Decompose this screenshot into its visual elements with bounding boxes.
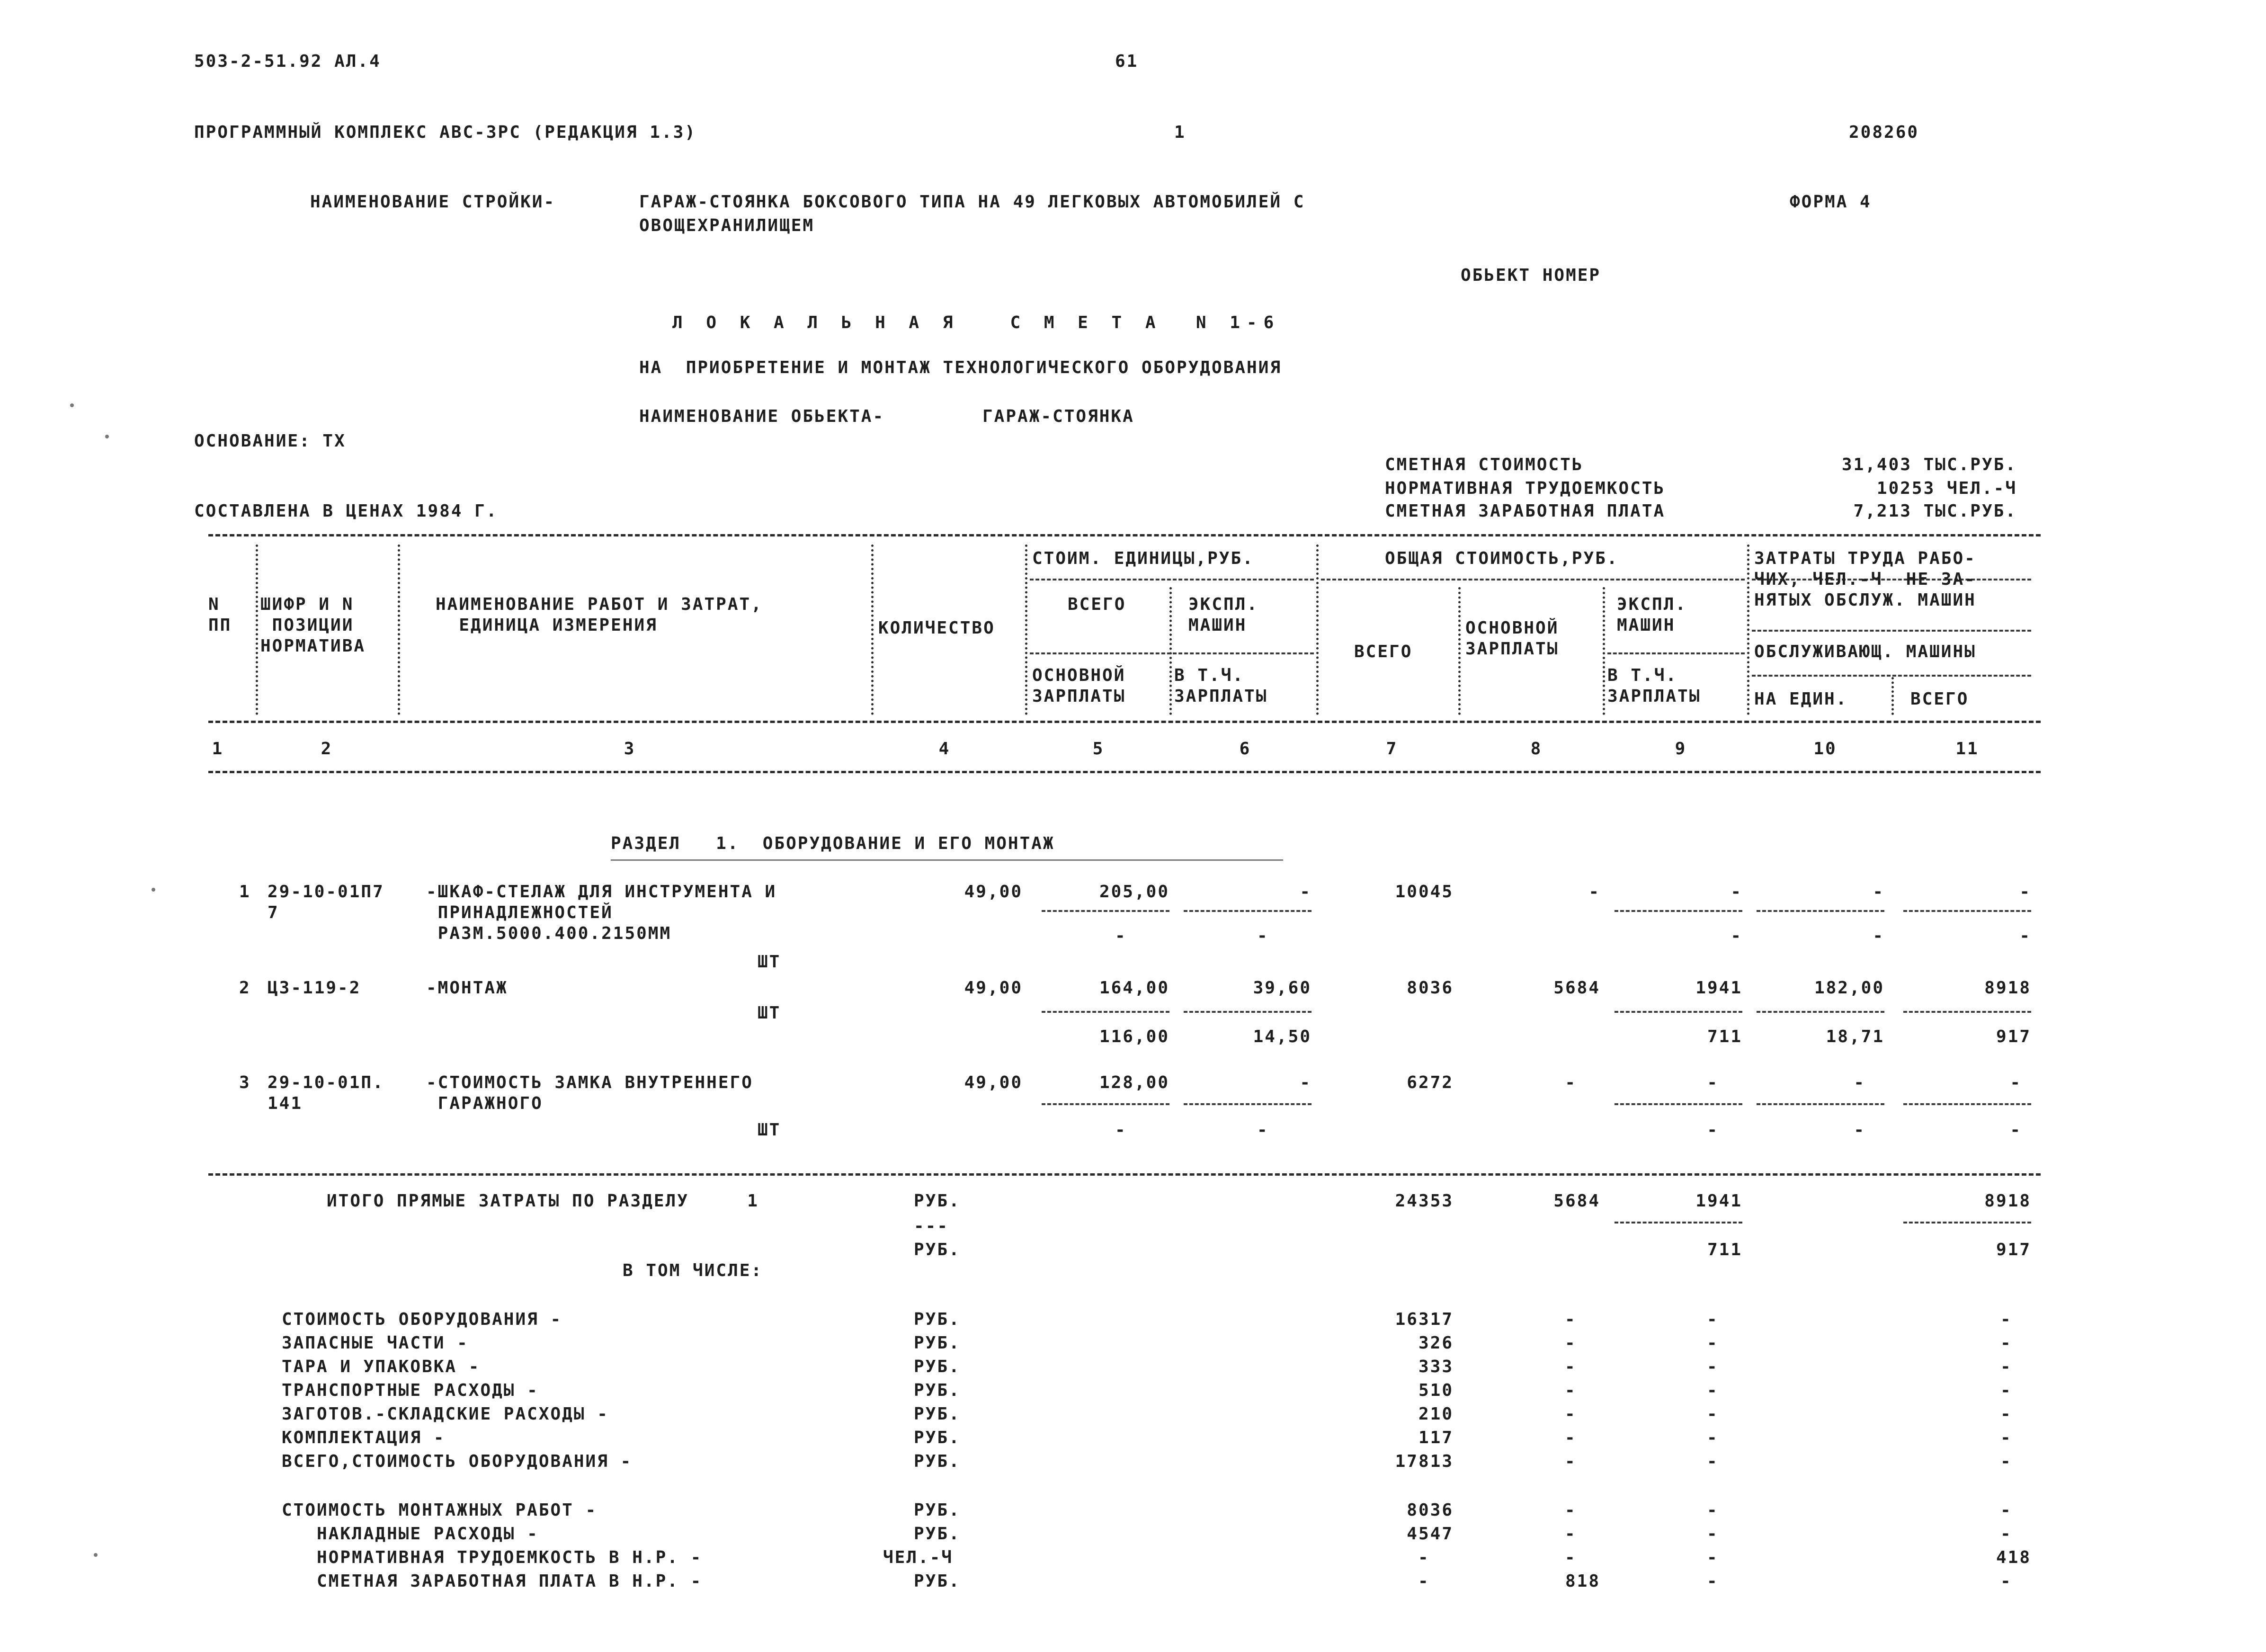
installation-total: 8036: [1407, 1500, 1454, 1520]
row-labor-unit-b: -: [1873, 926, 1884, 946]
header-sub-rule: [1752, 630, 2031, 632]
object-name: ГАРАЖ-СТОЯНКА: [982, 407, 1134, 426]
column-separator: [871, 545, 874, 715]
row-code: 29-10-01П. 141: [268, 1073, 384, 1113]
installation-wage: -: [1565, 1548, 1577, 1567]
cell-divider: [1903, 1011, 2031, 1013]
row-name: -СТОИМОСТЬ ЗАМКА ВНУТРЕННЕГО ГАРАЖНОГО: [426, 1073, 753, 1113]
row-number: 2: [239, 978, 251, 998]
construction-label: НАИМЕНОВАНИЕ СТРОЙКИ-: [310, 192, 556, 212]
column-separator: [1747, 545, 1749, 715]
column-number: 5: [1092, 739, 1105, 759]
breakdown-label: ТРАНСПОРТНЫЕ РАСХОДЫ -: [282, 1381, 539, 1400]
header-sub-rule: [1030, 579, 1314, 580]
scan-speck: [105, 435, 109, 438]
row-total-machine-wage: 711: [1707, 1027, 1742, 1046]
cell-divider: [1903, 1103, 2031, 1105]
column-numbers-bottom-rule: [208, 771, 2041, 773]
totals-unit: РУБ.: [914, 1240, 961, 1259]
summary-value-wage: 7,213 ТЫС.РУБ.: [1853, 501, 2017, 521]
breakdown-unit: РУБ.: [914, 1452, 961, 1471]
row-quantity: 49,00: [964, 978, 1023, 998]
row-unit-total: 164,00: [1099, 978, 1169, 998]
header-col-total-machine-wage: В Т.Ч. ЗАРПЛАТЫ: [1607, 666, 1701, 706]
breakdown-label: КОМПЛЕКТАЦИЯ -: [282, 1428, 446, 1447]
totals-unit: РУБ.: [914, 1191, 961, 1211]
header-sub-rule: [1752, 675, 2031, 677]
installation-unit: РУБ.: [914, 1572, 961, 1591]
header-col-name: НАИМЕНОВАНИЕ РАБОТ И ЗАТРАТ, ЕДИНИЦА ИЗМЕРЕНИЯ: [436, 595, 763, 635]
column-number: 6: [1239, 739, 1251, 759]
column-separator: [1458, 587, 1461, 715]
cell-divider: [1184, 1011, 1311, 1013]
column-separator: [1169, 587, 1172, 715]
installation-total: -: [1418, 1548, 1430, 1567]
header-col-quantity: КОЛИЧЕСТВО: [878, 618, 995, 638]
column-number: 11: [1955, 739, 1979, 759]
installation-machines: -: [1707, 1572, 1719, 1591]
header-sub-rule: [1030, 652, 1314, 654]
row-unit-wage: -: [1115, 926, 1127, 946]
column-number: 4: [938, 739, 951, 759]
totals-machines: 1941: [1695, 1191, 1742, 1211]
row-name: -ШКАФ-СТЕЛАЖ ДЛЯ ИНСТРУМЕНТА И ПРИНАДЛЕЖНОСТЕЙ РАЗМ.5000.400.2150ММ: [426, 882, 777, 943]
breakdown-total: 333: [1418, 1357, 1454, 1376]
installation-labor: -: [2000, 1524, 2012, 1544]
breakdown-machines: -: [1707, 1333, 1719, 1353]
column-number: 2: [321, 739, 333, 759]
breakdown-total: 17813: [1395, 1452, 1454, 1471]
breakdown-labor: -: [2000, 1357, 2012, 1376]
sheet-number: 1: [1174, 123, 1186, 142]
row-unit-machines: 39,60: [1253, 978, 1311, 998]
header-labor-subgroup: ОБСЛУЖИВАЮЩ. МАШИНЫ: [1754, 642, 1976, 661]
row-number: 3: [239, 1073, 251, 1092]
page-number: 61: [1115, 52, 1139, 71]
installation-machines: -: [1707, 1500, 1719, 1520]
row-unit-machine-wage: -: [1257, 1120, 1269, 1140]
document-code: 503-2-51.92 АЛ.4: [194, 52, 381, 71]
row-labor-total: -: [2019, 882, 2031, 902]
breakdown-labor: -: [2000, 1310, 2012, 1329]
row-name: -МОНТАЖ: [426, 978, 508, 998]
row-unit: ШТ: [758, 952, 781, 972]
installation-labor: -: [2000, 1500, 2012, 1520]
row-total-machines: -: [1707, 1073, 1719, 1092]
column-separator: [1316, 545, 1319, 715]
row-labor-unit: 182,00: [1814, 978, 1884, 998]
cell-divider: [1757, 1011, 1884, 1013]
summary-label-wage: СМЕТНАЯ ЗАРАБОТНАЯ ПЛАТА: [1385, 501, 1666, 521]
breakdown-label: ЗАПАСНЫЕ ЧАСТИ -: [282, 1333, 469, 1353]
including-label: В ТОМ ЧИСЛЕ:: [623, 1261, 763, 1280]
column-number: 3: [624, 739, 636, 759]
totals-total: 24353: [1395, 1191, 1454, 1211]
row-labor-total: -: [2010, 1073, 2022, 1092]
column-separator: [1603, 587, 1605, 715]
row-unit-machines: -: [1300, 1073, 1311, 1092]
header-col-number: N ПП: [208, 595, 232, 635]
header-col-labor-total: ВСЕГО: [1910, 689, 1969, 709]
breakdown-machines: -: [1707, 1452, 1719, 1471]
row-quantity: 49,00: [964, 882, 1023, 902]
estimate-title: Л О К А Л Ь Н А Я С М Е Т А N 1-6: [672, 313, 1281, 332]
construction-name-line2: ОВОЩЕХРАНИЛИЩЕМ: [639, 216, 815, 235]
row-unit: ШТ: [758, 1003, 781, 1023]
column-number: 9: [1675, 739, 1687, 759]
breakdown-unit: РУБ.: [914, 1428, 961, 1447]
row-total-machines: 1941: [1695, 978, 1742, 998]
breakdown-wage: -: [1565, 1310, 1577, 1329]
column-number: 10: [1813, 739, 1837, 759]
breakdown-unit: РУБ.: [914, 1310, 961, 1329]
breakdown-unit: РУБ.: [914, 1404, 961, 1424]
row-total: 8036: [1407, 978, 1454, 998]
summary-label-labor: НОРМАТИВНАЯ ТРУДОЕМКОСТЬ: [1385, 479, 1666, 498]
cell-divider: [1042, 1011, 1169, 1013]
row-code: 29-10-01П7 7: [268, 882, 384, 922]
row-total: 10045: [1395, 882, 1454, 902]
installation-unit: ЧЕЛ.-Ч: [883, 1548, 954, 1567]
header-unit-cost-group: СТОИМ. ЕДИНИЦЫ,РУБ.: [1032, 549, 1254, 568]
installation-total: -: [1418, 1572, 1430, 1591]
header-col-labor-unit: НА ЕДИН.: [1754, 689, 1848, 709]
row-unit-wage: -: [1115, 1120, 1127, 1140]
row-total-machines: -: [1731, 882, 1742, 902]
construction-name-line1: ГАРАЖ-СТОЯНКА БОКСОВОГО ТИПА НА 49 ЛЕГКОВЫХ АВТОМОБИЛЕЙ С: [639, 192, 1305, 212]
column-number: 7: [1386, 739, 1398, 759]
cell-divider: [1184, 910, 1311, 912]
breakdown-wage: -: [1565, 1333, 1577, 1353]
header-total-cost-group: ОБЩАЯ СТОИМОСТЬ,РУБ.: [1385, 549, 1619, 568]
row-labor-total: 8918: [1984, 978, 2031, 998]
row-total-machine-wage: -: [1707, 1120, 1719, 1140]
totals-labor: 8918: [1984, 1191, 2031, 1211]
breakdown-labor: -: [2000, 1404, 2012, 1424]
scan-speck: [94, 1553, 98, 1557]
breakdown-labor: -: [2000, 1428, 2012, 1447]
breakdown-machines: -: [1707, 1404, 1719, 1424]
row-total-wage: -: [1565, 1073, 1577, 1092]
breakdown-unit: РУБ.: [914, 1333, 961, 1353]
breakdown-total: 510: [1418, 1381, 1454, 1400]
form-label: ФОРМА 4: [1790, 192, 1872, 212]
installation-wage: -: [1565, 1500, 1577, 1520]
installation-wage: 818: [1565, 1572, 1600, 1591]
breakdown-wage: -: [1565, 1381, 1577, 1400]
breakdown-total: 326: [1418, 1333, 1454, 1353]
cell-divider: [1615, 910, 1742, 912]
row-labor-total-b: -: [2019, 926, 2031, 946]
installation-label: НОРМАТИВНАЯ ТРУДОЕМКОСТЬ В Н.Р. -: [282, 1548, 703, 1567]
section-title: РАЗДЕЛ 1. ОБОРУДОВАНИЕ И ЕГО МОНТАЖ: [611, 834, 1055, 853]
totals-label: ИТОГО ПРЯМЫЕ ЗАТРАТЫ ПО РАЗДЕЛУ 1: [327, 1191, 759, 1211]
totals-labor-b: 917: [1996, 1240, 2031, 1259]
summary-value-labor: 10253 ЧЕЛ.-Ч: [1876, 479, 2017, 498]
row-labor-unit: -: [1854, 1073, 1865, 1092]
breakdown-label: СТОИМОСТЬ ОБОРУДОВАНИЯ -: [282, 1310, 562, 1329]
installation-machines: -: [1707, 1548, 1719, 1567]
breakdown-labor: -: [2000, 1381, 2012, 1400]
object-name-label: НАИМЕНОВАНИЕ ОБЬЕКТА-: [639, 407, 885, 426]
cell-divider: [1184, 1103, 1311, 1105]
header-col-unit-machine-wage: В Т.Ч. ЗАРПЛАТЫ: [1174, 666, 1268, 706]
totals-rule: [208, 1173, 2041, 1176]
row-unit-machines: -: [1300, 882, 1311, 902]
breakdown-label: ВСЕГО,СТОИМОСТЬ ОБОРУДОВАНИЯ -: [282, 1452, 633, 1471]
installation-unit: РУБ.: [914, 1500, 961, 1520]
installation-label: НАКЛАДНЫЕ РАСХОДЫ -: [282, 1524, 539, 1544]
column-separator: [398, 545, 400, 715]
breakdown-label: ТАРА И УПАКОВКА -: [282, 1357, 481, 1376]
cell-divider: [1615, 1222, 1742, 1223]
breakdown-label: ЗАГОТОВ.-СКЛАДСКИЕ РАСХОДЫ -: [282, 1404, 609, 1424]
estimate-subject: НА ПРИОБРЕТЕНИЕ И МОНТАЖ ТЕХНОЛОГИЧЕСКОГО ОБОРУДОВАНИЯ: [639, 358, 1282, 377]
column-separator: [256, 545, 258, 715]
installation-labor: -: [2000, 1572, 2012, 1591]
row-labor-unit: -: [1873, 882, 1884, 902]
cell-divider: [1042, 910, 1169, 912]
installation-label: СМЕТНАЯ ЗАРАБОТНАЯ ПЛАТА В Н.Р. -: [282, 1572, 703, 1591]
section-title-underline: [611, 859, 1283, 861]
breakdown-labor: -: [2000, 1452, 2012, 1471]
breakdown-total: 117: [1418, 1428, 1454, 1447]
cell-divider: [1903, 1222, 2031, 1223]
breakdown-wage: -: [1565, 1428, 1577, 1447]
row-unit: ШТ: [758, 1120, 781, 1140]
header-sub-rule: [1321, 579, 1745, 580]
document-number: 208260: [1849, 123, 1919, 142]
row-number: 1: [239, 882, 251, 902]
column-separator: [1025, 545, 1027, 715]
breakdown-machines: -: [1707, 1310, 1719, 1329]
breakdown-machines: -: [1707, 1428, 1719, 1447]
column-number: 8: [1530, 739, 1543, 759]
installation-unit: РУБ.: [914, 1524, 961, 1544]
header-col-total-wage: ОСНОВНОЙ ЗАРПЛАТЫ: [1465, 618, 1559, 659]
row-total-wage: -: [1588, 882, 1600, 902]
totals-machine-wage: 711: [1707, 1240, 1742, 1259]
header-labor-group: ЗАТРАТЫ ТРУДА РАБО- ЧИХ, ЧЕЛ.-Ч НЕ ЗА- НЯТЫХ ОБСЛУЖ. МАШИН: [1754, 549, 1976, 610]
row-unit-wage: 116,00: [1099, 1027, 1169, 1046]
totals-unit-separator: ---: [914, 1216, 949, 1236]
breakdown-wage: -: [1565, 1404, 1577, 1424]
breakdown-wage: -: [1565, 1452, 1577, 1471]
header-col-total-machines: ЭКСПЛ. МАШИН: [1617, 595, 1687, 635]
row-total-wage: 5684: [1553, 978, 1600, 998]
cell-divider: [1042, 1103, 1169, 1105]
table-top-rule: [208, 534, 2041, 536]
cell-divider: [1903, 910, 2031, 912]
column-number: 1: [212, 739, 224, 759]
header-col-code: ШИФР И N ПОЗИЦИИ НОРМАТИВА: [260, 595, 366, 656]
breakdown-unit: РУБ.: [914, 1381, 961, 1400]
summary-label-cost: СМЕТНАЯ СТОИМОСТЬ: [1385, 455, 1584, 474]
totals-wage: 5684: [1553, 1191, 1600, 1211]
cell-divider: [1615, 1103, 1742, 1105]
scan-speck: [70, 403, 74, 407]
row-unit-machine-wage: -: [1257, 926, 1269, 946]
cell-divider: [1757, 1103, 1884, 1105]
row-labor-total-b: -: [2010, 1120, 2022, 1140]
installation-label: СТОИМОСТЬ МОНТАЖНЫХ РАБОТ -: [282, 1500, 598, 1520]
breakdown-unit: РУБ.: [914, 1357, 961, 1376]
row-labor-total-b: 917: [1996, 1027, 2031, 1046]
breakdown-wage: -: [1565, 1357, 1577, 1376]
object-number-label: ОБЬЕКТ НОМЕР: [1461, 266, 1601, 285]
row-unit-total: 205,00: [1099, 882, 1169, 902]
row-total: 6272: [1407, 1073, 1454, 1092]
breakdown-machines: -: [1707, 1381, 1719, 1400]
column-numbers-top-rule: [208, 721, 2041, 723]
installation-total: 4547: [1407, 1524, 1454, 1544]
installation-wage: -: [1565, 1524, 1577, 1544]
breakdown-machines: -: [1707, 1357, 1719, 1376]
breakdown-total: 16317: [1395, 1310, 1454, 1329]
row-unit-machine-wage: 14,50: [1253, 1027, 1311, 1046]
cell-divider: [1757, 910, 1884, 912]
installation-machines: -: [1707, 1524, 1719, 1544]
column-separator: [1891, 677, 1894, 715]
summary-value-cost: 31,403 ТЫС.РУБ.: [1841, 455, 2017, 474]
header-col-unit-total: ВСЕГО: [1068, 595, 1126, 614]
row-labor-unit-b: 18,71: [1826, 1027, 1884, 1046]
basis: ОСНОВАНИЕ: ТХ: [194, 431, 346, 451]
row-labor-unit-b: -: [1854, 1120, 1865, 1140]
cell-divider: [1615, 1011, 1742, 1013]
program-name: ПРОГРАММНЫЙ КОМПЛЕКС АВС-3РС (РЕДАКЦИЯ 1.3): [194, 123, 696, 142]
installation-labor: 418: [1996, 1548, 2031, 1567]
price-basis: СОСТАВЛЕНА В ЦЕНАХ 1984 Г.: [194, 501, 498, 521]
row-unit-total: 128,00: [1099, 1073, 1169, 1092]
breakdown-labor: -: [2000, 1333, 2012, 1353]
row-quantity: 49,00: [964, 1073, 1023, 1092]
scan-speck: [152, 888, 155, 892]
header-col-total: ВСЕГО: [1354, 642, 1413, 661]
header-sub-rule: [1607, 652, 1745, 654]
header-col-unit-machines: ЭКСПЛ. МАШИН: [1188, 595, 1259, 635]
header-col-unit-wage: ОСНОВНОЙ ЗАРПЛАТЫ: [1032, 666, 1126, 706]
breakdown-total: 210: [1418, 1404, 1454, 1424]
row-code: Ц3-119-2: [268, 978, 361, 998]
row-total-machine-wage: -: [1731, 926, 1742, 946]
